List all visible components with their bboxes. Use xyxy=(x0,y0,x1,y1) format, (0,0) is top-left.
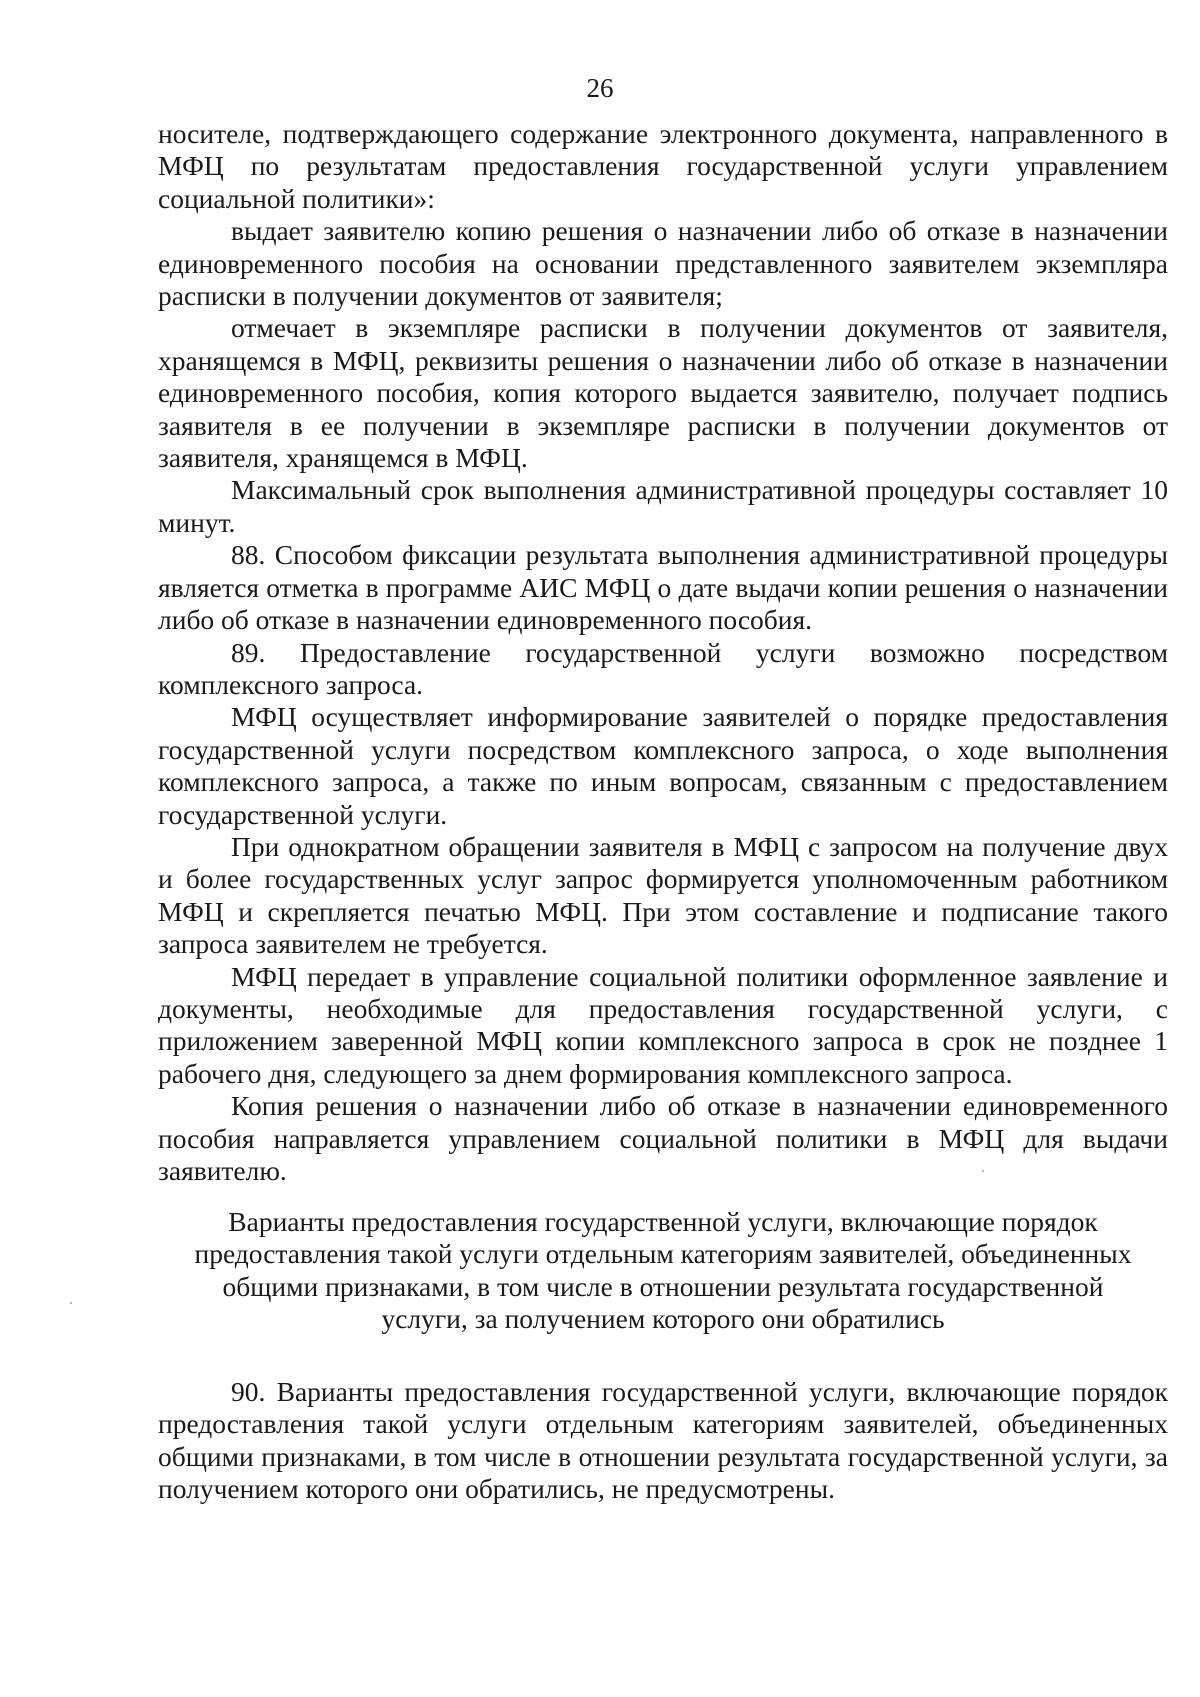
paragraph-mfc-informing: МФЦ осуществляет информирование заявителей о порядке предоставления государственной услуги посредством комплексного запроса, о ходе выполнения комплексного запроса, а также по иным вопросам, связанным с предоставлением государственной услуги. xyxy=(158,701,1168,830)
section-heading-line: общими признаками, в том числе в отношении результата государственной xyxy=(222,1270,1104,1302)
section-heading xyxy=(158,1206,1168,1336)
scan-speck xyxy=(70,1302,72,1304)
paragraph-mfc-transfer: МФЦ передает в управление социальной политики оформленное заявление и документы, необходимые для предоставления государственной услуги, с приложением заверенной МФЦ копии комплексного запроса в срок не позднее 1 рабочего дня, следующего за днем формирования комплексного запроса. xyxy=(158,960,1168,1089)
paragraph-item-89: 89. Предоставление государственной услуги возможно посредством комплексного запроса. xyxy=(158,636,1168,700)
scan-speck xyxy=(982,1170,984,1172)
section-heading-line: услуги, за получением которого они обратились xyxy=(381,1303,945,1335)
paragraph-issue-copy: выдает заявителю копию решения о назначении либо об отказе в назначении единовременного пособия на основании представленного заявителем экземпляра расписки в получении документов от заявителя; xyxy=(158,215,1168,312)
paragraph-decision-copy: Копия решения о назначении либо об отказе в назначении единовременного пособия направляется управлением социальной политики в МФЦ для выдачи заявителю. xyxy=(158,1090,1168,1186)
final-section xyxy=(158,1376,1168,1506)
paragraph-max-duration: Максимальный срок выполнения административной процедуры составляет 10 минут. xyxy=(158,474,1168,538)
paragraph-continuation: носителе, подтверждающего содержание электронного документа, направленного в МФЦ по результатам предоставления государственной услуги управлением социальной политики»: xyxy=(158,118,1168,214)
section-heading-line: предоставления такой услуги отдельным категориям заявителей, объединенных xyxy=(194,1238,1132,1270)
document-body xyxy=(158,118,1168,1187)
section-heading-line: Варианты предоставления государственной услуги, включающие порядок xyxy=(228,1206,1098,1237)
paragraph-item-88: 88. Способом фиксации результата выполнения административной процедуры является отметка в программе АИС МФЦ о дате выдачи копии решения о назначении либо об отказе в назначении единовременного пособия. xyxy=(158,539,1168,636)
paragraph-mark-receipt: отмечает в экземпляре расписки в получении документов от заявителя, хранящемся в МФЦ, реквизиты решения о назначении либо об отказе в назначении единовременного пособия, копия которого выдается заявителю, получает подпись заявителя в ее получении в экземпляре расписки в получении документов от заявителя, хранящемся в МФЦ. xyxy=(158,312,1168,474)
page-number: 26 xyxy=(586,73,614,103)
paragraph-item-90: 90. Варианты предоставления государственной услуги, включающие порядок предоставления такой услуги отдельным категориям заявителей, объединенных общими признаками, в том числе в отношении результата государственной услуги, за получением которого они обратились, не предусмотрены. xyxy=(158,1376,1168,1505)
paragraph-single-request: При однократном обращении заявителя в МФЦ с запросом на получение двух и более государственных услуг запрос формируется уполномоченным работником МФЦ и скрепляется печатью МФЦ. При этом составление и подписание такого запроса заявителем не требуется. xyxy=(158,830,1168,960)
